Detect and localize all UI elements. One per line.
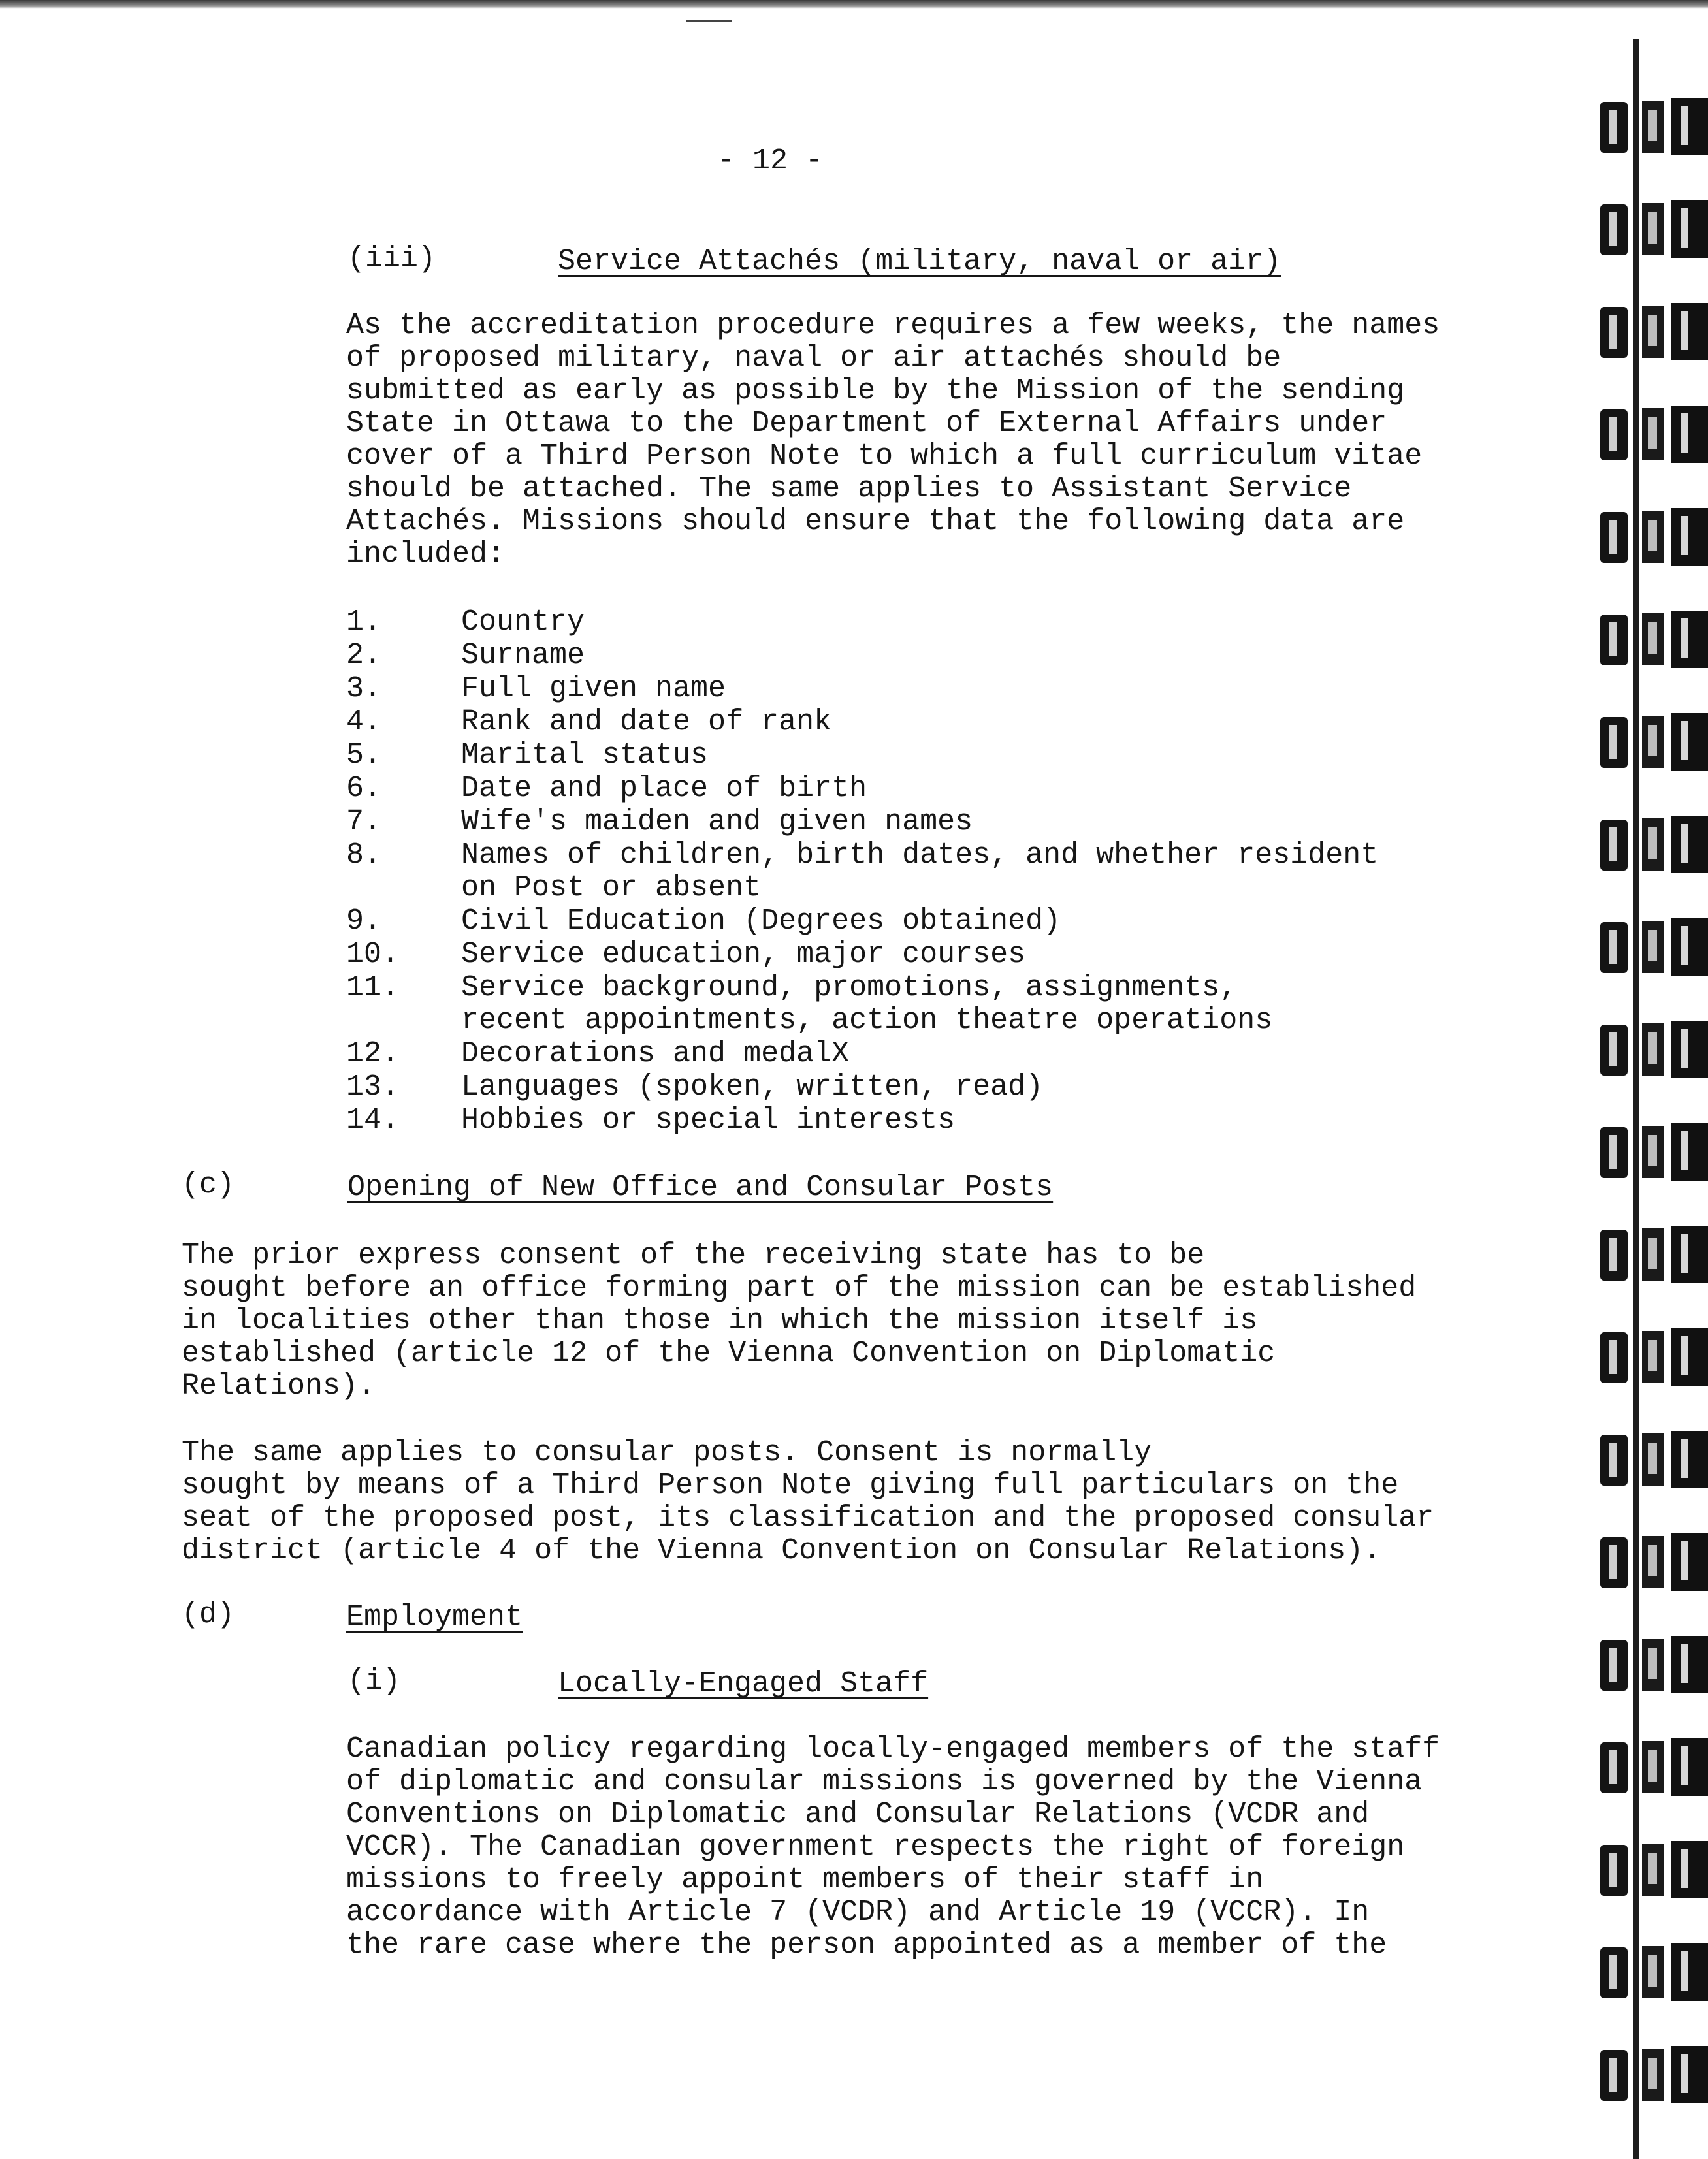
section-d-title: Employment [346,1601,523,1634]
binding-ring [1600,918,1708,976]
list-item-line: Surname [461,639,585,672]
list-item-line: Date and place of birth [461,772,867,805]
paragraph-line: As the accreditation procedure requires a few weeks, the names [346,309,1440,342]
binding-ring [1600,2046,1708,2103]
section-iii-paragraph [346,310,1440,571]
section-c-marker: (c) [182,1168,235,1202]
list-item-line: Hobbies or special interests [461,1104,956,1137]
list-item-text [461,739,708,772]
list-item-text [461,972,1272,1037]
section-c-paragraph-1 [182,1239,1416,1403]
list-item-line: recent appointments, action theatre operations [461,1004,1273,1037]
paragraph-line: The prior express consent of the receiving state has to be [182,1239,1205,1272]
section-iii-title: Service Attachés (military, naval or air) [558,245,1281,278]
list-item-line: Decorations and medalX [461,1037,850,1070]
list-item-number: 13. [346,1070,400,1104]
data-list [346,606,1391,1148]
section-d-paragraph [346,1733,1440,1962]
list-item-line: on Post or absent [461,871,762,904]
binding-ring [1600,1943,1708,2001]
list-item-line: Service education, major courses [461,938,1026,971]
list-item-number: 7. [346,805,382,839]
list-item-number: 11. [346,971,400,1004]
paragraph-line: Canadian policy regarding locally-engaged members of the staff [346,1733,1440,1766]
paragraph-line: cover of a Third Person Note to which a full curriculum vitae [346,440,1423,473]
paragraph-line: district (article 4 of the Vienna Convention on Consular Relations). [182,1534,1381,1567]
list-item-text [461,606,585,639]
binding-ring [1600,1021,1708,1078]
list-item-line: Wife's maiden and given names [461,805,973,839]
list-item-text [461,1038,849,1070]
paragraph-line: VCCR). The Canadian government respects the right of foreign [346,1831,1405,1864]
list-item-text [461,905,1061,938]
scan-mark [686,20,732,22]
list-item-text [461,806,973,839]
binding-ring [1600,1328,1708,1386]
section-iii-marker: (iii) [347,242,436,276]
binding-ring [1600,713,1708,771]
paragraph-line: of proposed military, naval or air attachés should be [346,342,1281,375]
list-item-number: 10. [346,938,400,971]
list-item-line: Full given name [461,672,726,705]
list-item-number: 1. [346,605,382,639]
section-c-paragraph-2 [182,1437,1434,1567]
list-item-text [461,773,867,805]
list-item-line: Civil Education (Degrees obtained) [461,904,1061,938]
paragraph-line: The same applies to consular posts. Consent is normally [182,1436,1152,1469]
binding-ring [1600,611,1708,668]
list-item-text [461,639,585,672]
list-item-number: 6. [346,772,382,805]
list-item-line: Country [461,605,585,639]
list-item-number: 3. [346,672,382,705]
paragraph-line: submitted as early as possible by the Mission of the sending [346,374,1405,408]
paragraph-line: seat of the proposed post, its classification and the proposed consular [182,1501,1434,1535]
binding-ring [1600,1841,1708,1898]
list-item-line: Service background, promotions, assignments, [461,971,1238,1004]
list-item-text [461,1071,1043,1104]
page-number: - 12 - [717,144,824,178]
scan-top-edge [0,0,1708,9]
list-item-text [461,673,726,705]
paragraph-line: the rare case where the person appointed as a member of the [346,1928,1387,1962]
binding-ring [1600,1533,1708,1591]
binding-ring [1600,508,1708,566]
binding-ring [1600,816,1708,873]
binding-ring [1600,406,1708,463]
list-item-line: Marital status [461,739,709,772]
section-d-marker: (d) [182,1598,235,1631]
binding-ring [1600,1226,1708,1283]
paragraph-line: included: [346,537,506,571]
list-item-number: 12. [346,1037,400,1070]
paragraph-line: Conventions on Diplomatic and Consular Relations (VCDR and [346,1798,1370,1831]
section-d-sub-title: Locally-Engaged Staff [558,1667,929,1701]
binding-ring [1600,1738,1708,1796]
list-item-number: 9. [346,904,382,938]
paragraph-line: of diplomatic and consular missions is governed by the Vienna [346,1765,1423,1799]
paragraph-line: accordance with Article 7 (VCDR) and Article 19 (VCCR). In [346,1896,1370,1929]
list-item-number: 14. [346,1104,400,1137]
binding-ring [1600,1123,1708,1181]
section-c-title: Opening of New Office and Consular Posts [347,1171,1054,1204]
paragraph-line: established (article 12 of the Vienna Convention on Diplomatic [182,1337,1276,1370]
list-item-number: 5. [346,739,382,772]
list-item-line: Languages (spoken, written, read) [461,1070,1044,1104]
binding-ring [1600,1636,1708,1693]
list-item-number: 2. [346,639,382,672]
list-item-text [461,1104,955,1137]
paragraph-line: sought by means of a Third Person Note giving full particulars on the [182,1469,1399,1502]
binding-ring [1600,1431,1708,1488]
list-item-line: Names of children, birth dates, and whether resident [461,839,1379,872]
list-item-number: 4. [346,705,382,739]
paragraph-line: missions to freely appoint members of their staff in [346,1863,1264,1896]
section-d-sub-marker: (i) [347,1665,401,1698]
binding-ring [1600,303,1708,360]
paragraph-line: State in Ottawa to the Department of External Affairs under [346,407,1387,440]
binding-ring [1600,98,1708,155]
list-item-number: 8. [346,839,382,872]
list-item-text [461,839,1378,904]
list-item-line: Rank and date of rank [461,705,832,739]
list-item-text [461,706,831,739]
list-item-text [461,938,1025,971]
paragraph-line: sought before an office forming part of the mission can be established [182,1271,1417,1305]
paragraph-line: in localities other than those in which the mission itself is [182,1304,1258,1337]
binding-ring [1600,200,1708,258]
paragraph-line: should be attached. The same applies to Assistant Service [346,472,1352,505]
paragraph-line: Relations). [182,1369,376,1403]
paragraph-line: Attachés. Missions should ensure that the following data are [346,505,1405,538]
